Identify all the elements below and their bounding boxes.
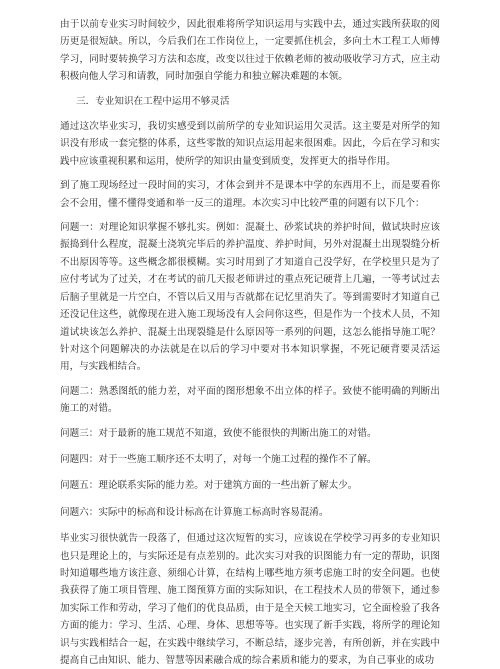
- paragraph-problem-4: 问题四：对于一些施工顺序还不太明了，对每一个施工过程的操作不了解。: [60, 453, 377, 465]
- paragraph-problem-3: 问题三：对于最新的施工规范不知道，致使不能很快的判断出施工的对错。: [60, 427, 377, 439]
- paragraph-site-experience: 到了施工现场经过一段时间的实习，才体会到并不是课本中学的东西用不上，而是要看你会不会用，懂不懂得变通和举一反三的道理。本次实习中比较严重的问题有以下几个：: [60, 180, 440, 209]
- section-heading: 三．专业知识在工程中运用不够灵活: [76, 95, 230, 107]
- paragraph-problem-2: 问题二：熟悉图纸的能力差，对平面的图形想象不出立体的样子。致使不能明确的判断出施工的对错。: [60, 385, 440, 415]
- paragraph-problem-5: 问题五：理论联系实际的能力差。对于建筑方面的一些出新了解太少。: [60, 480, 358, 492]
- paragraph-problem-1: 问题一：对理论知识掌握不够扎实。例如：混凝土、砂浆试块的养护时间，做试块时应该振捣到什么程度，混凝土浇筑完毕后的养护温度、养护时间，另外对混凝土出现裂缝分析不出原因等等。这些概念都很模糊。实习时用到了才知道自己没学好，在学校里只是为了应付考试为了过关，才在考试的前几天报老师讲过的重点死记硬背上几遍，一等考试过去后脑子里就是一片空白，不管以后又用与否就都在记忆里消失了。等到需要时才知道自己还没记住这些，就像现在进入施工现场没有人会问你这些，但是作为一个技术人员，不知道试块该怎么养护、混凝土出现裂缝是什么原因等一系列的问题，这怎么能指导施工呢？针对这个问题解决的办法就是在以后的学习中要对书本知识掌握，不死记硬背要灵活运用，与实践相结合。: [60, 222, 440, 373]
- paragraph-conclusion: 毕业实习很快就告一段落了，但通过这次短暂的实习，应该说在学校学习再多的专业知识也只是理论上的，与实际还是有点差别的。此次实习对我的识图能力有一定的帮助，识图时知道哪些地方该注意、须细心计算，在结构上哪些地方须考虑施工时的安全问题。也使我获得了施工项目管理、施工图预算方面的实际知识，在工程技术人员的带领下，通过参加实际工作和劳动，学习了他们的优良品质，由于是全天候工地实习，它全面检验了我各方面的能力：学习、生活、心理、身体、思想等等。也实现了新手实践，将所学的理论知识与实践相结合一起，在实践中继续学习，不断总结，逐步完善，有所创新，并在实践中提高自己由知识、能力、智慧等因素融合成的综合素质和能力的要求，为自己事业的成功: [60, 533, 440, 666]
- paragraph-reflection: 通过这次毕业实习，我切实感受到以前所学的专业知识运用欠灵活。这主要是对所学的知识没有形成一套完整的体系，这些零散的知识点运用起来很困难。因此，今后在学习和实践中应该重视积累和运用，使所学的知识由量变到质变，发挥更大的指导作用。: [60, 121, 440, 167]
- paragraph-intro: 由于以前专业实习时间较少，因此很难将所学知识运用与实践中去，通过实践所获取的阅历更是很短缺。所以，今后我们在工作岗位上，一定要抓住机会，多向土木工程工人师傅学习，同时要转换学习方法和态度，改变以往过于依赖老师的被动吸收学习方式，应主动积极向他人学习和请教，同时加强自学能力和独立解决难题的本领。: [60, 19, 440, 83]
- paragraph-problem-6: 问题六：实际中的标高和设计标高在计算施工标高时容易混淆。: [60, 506, 329, 518]
